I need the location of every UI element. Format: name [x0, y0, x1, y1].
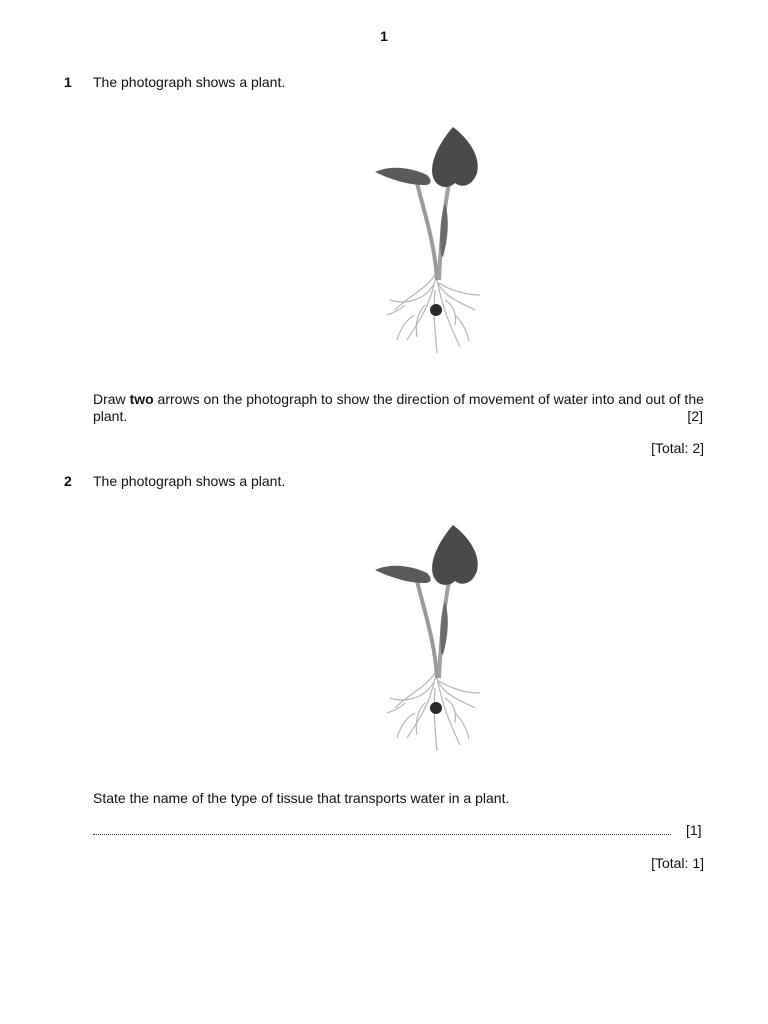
narrow-leaf: [440, 203, 448, 257]
plant-illustration: [375, 127, 480, 353]
seed: [430, 304, 442, 316]
question-2-number: 2: [64, 473, 72, 489]
plant-photograph-1[interactable]: [345, 115, 525, 365]
stem-left: [417, 581, 437, 678]
instruction-post: arrows on the photograph to show the direction of movement of water into and out of the plant.: [93, 391, 704, 424]
plant-photograph-2[interactable]: [345, 513, 525, 763]
question-2-total: [Total: 1]: [651, 855, 704, 871]
question-1-number: 1: [64, 74, 72, 90]
instruction-bold: two: [129, 391, 154, 407]
instruction-pre: Draw: [93, 391, 130, 407]
left-leaf: [375, 566, 431, 583]
seed: [430, 702, 442, 714]
question-2-marks: [1]: [686, 822, 702, 838]
plant-illustration: [375, 525, 480, 751]
heart-leaf: [432, 127, 478, 187]
question-1-marks: [2]: [687, 408, 703, 424]
question-2-instruction: State the name of the type of tissue that transports water in a plant.: [93, 790, 510, 806]
question-1-instruction: [93, 391, 705, 425]
page-number: 1: [380, 28, 388, 44]
question-1-intro: The photograph shows a plant.: [93, 74, 286, 90]
question-1-total: [Total: 2]: [651, 440, 704, 456]
narrow-leaf: [440, 601, 448, 655]
question-2-intro: The photograph shows a plant.: [93, 473, 286, 489]
answer-line[interactable]: [93, 834, 671, 835]
stem-left: [417, 183, 437, 280]
left-leaf: [375, 168, 431, 185]
heart-leaf: [432, 525, 478, 585]
